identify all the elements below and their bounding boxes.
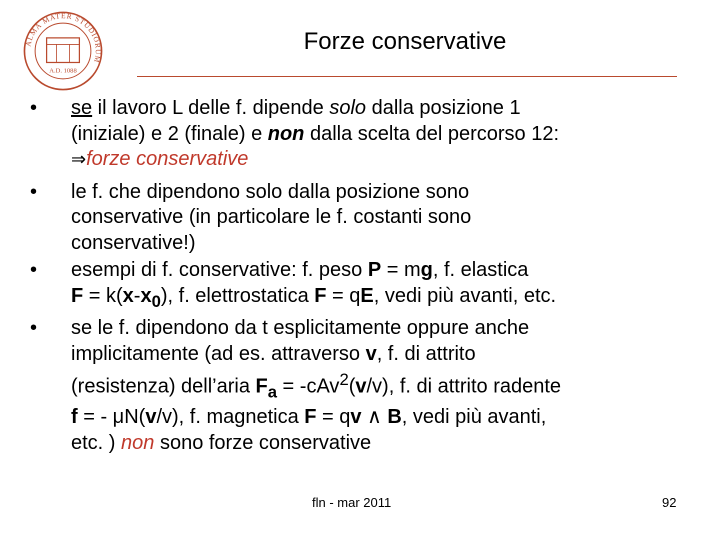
text: delle f. dipende bbox=[182, 97, 330, 119]
bullet-4-line-4 bbox=[71, 405, 710, 431]
word-se: se bbox=[71, 97, 93, 119]
vector-F: F bbox=[71, 284, 84, 307]
vector-B: B bbox=[387, 406, 402, 429]
implies-arrow-icon: ⇒ bbox=[71, 149, 87, 170]
text: (iniziale) e 2 (finale) e bbox=[71, 122, 268, 145]
slide-content bbox=[30, 94, 710, 456]
vector-F: F bbox=[304, 406, 317, 429]
vector-x: x bbox=[122, 284, 134, 307]
bullet-2-line-2: conservative (in particolare le f. costanti sono bbox=[71, 206, 472, 228]
subscript-0: 0 bbox=[151, 291, 161, 311]
word-non: non bbox=[267, 122, 305, 145]
svg-text:A.D. 1088: A.D. 1088 bbox=[49, 67, 77, 75]
bullet-4 bbox=[30, 316, 710, 456]
vector-v: v bbox=[365, 342, 377, 365]
text: /v), f. magnetica bbox=[156, 406, 305, 429]
bullet-4-line-5 bbox=[71, 431, 710, 457]
symbol-L: L bbox=[172, 97, 183, 119]
wedge-symbol: ∧ bbox=[361, 406, 388, 429]
text: , f. di attrito bbox=[376, 342, 476, 365]
bullet-3-line-1 bbox=[71, 258, 710, 284]
bullet-2-line-1: le f. che dipendono solo dalla posizione sono bbox=[71, 180, 470, 203]
bullet-4-line-3 bbox=[71, 367, 710, 405]
bullet-1 bbox=[30, 96, 710, 173]
bullet-2-line-3: conservative!) bbox=[71, 231, 196, 254]
text: = - μN( bbox=[77, 406, 146, 429]
bullet-1-line-3 bbox=[71, 147, 710, 173]
bullet-dot: • bbox=[30, 317, 38, 339]
vector-F: F bbox=[314, 284, 327, 307]
text: = -cAv bbox=[277, 375, 340, 398]
text: , f. elastica bbox=[432, 259, 529, 281]
bullet-4-line-2 bbox=[71, 342, 710, 368]
text: = m bbox=[381, 259, 421, 281]
text: dalla posizione 1 bbox=[366, 97, 521, 119]
text: = q bbox=[326, 284, 361, 307]
text: , vedi più avanti, bbox=[401, 406, 547, 429]
text: = q bbox=[316, 406, 351, 429]
text: , vedi più avanti, etc. bbox=[373, 284, 557, 307]
slide-title: Forze conservative bbox=[303, 28, 507, 55]
text: etc. ) bbox=[71, 431, 122, 454]
text: dalla scelta del percorso 12: bbox=[304, 122, 559, 145]
svg-text:ALMA MATER STUDIORUM: ALMA MATER STUDIORUM bbox=[23, 11, 103, 65]
vector-v: v bbox=[350, 406, 362, 429]
bullet-3 bbox=[30, 258, 710, 314]
superscript-2: 2 bbox=[339, 370, 349, 389]
bullet-4-line-1: se le f. dipendono da t esplicitamente oppure anche bbox=[71, 317, 530, 339]
vector-g: g bbox=[420, 259, 433, 281]
word-non: non bbox=[121, 431, 155, 454]
bullet-dot: • bbox=[30, 259, 38, 281]
word-solo: solo bbox=[329, 97, 367, 119]
vector-v: v bbox=[145, 406, 157, 429]
text: ( bbox=[348, 375, 356, 398]
page-number: 92 bbox=[662, 495, 677, 510]
text: sono forze conservative bbox=[154, 431, 372, 454]
university-seal-icon bbox=[22, 10, 104, 92]
bullet-2 bbox=[30, 180, 710, 257]
text: (resistenza) dell’aria bbox=[71, 375, 256, 398]
conclusion-text: forze conservative bbox=[86, 148, 249, 170]
vector-F: F bbox=[255, 375, 268, 398]
vector-x0: x bbox=[140, 284, 152, 307]
vector-P: P bbox=[367, 259, 382, 281]
text: implicitamente (ad es. attraverso bbox=[71, 342, 366, 365]
title-divider bbox=[137, 76, 677, 77]
text: ), f. elettrostatica bbox=[160, 284, 315, 307]
vector-f: f bbox=[71, 406, 78, 429]
text: il lavoro bbox=[92, 97, 173, 119]
bullet-1-line-2 bbox=[71, 122, 710, 148]
footer-text: fln - mar 2011 bbox=[312, 495, 392, 510]
text: /v), f. di attrito radente bbox=[366, 375, 562, 398]
text: = k( bbox=[83, 284, 123, 307]
bullet-1-line-1 bbox=[71, 96, 710, 122]
vector-E: E bbox=[360, 284, 374, 307]
text: - bbox=[133, 284, 141, 307]
bullet-dot: • bbox=[30, 97, 38, 119]
text: esempi di f. conservative: f. peso bbox=[71, 259, 368, 281]
subscript-a: a bbox=[267, 382, 277, 402]
vector-v: v bbox=[355, 375, 367, 398]
bullet-dot: • bbox=[30, 180, 38, 203]
bullet-3-line-2 bbox=[71, 284, 710, 315]
